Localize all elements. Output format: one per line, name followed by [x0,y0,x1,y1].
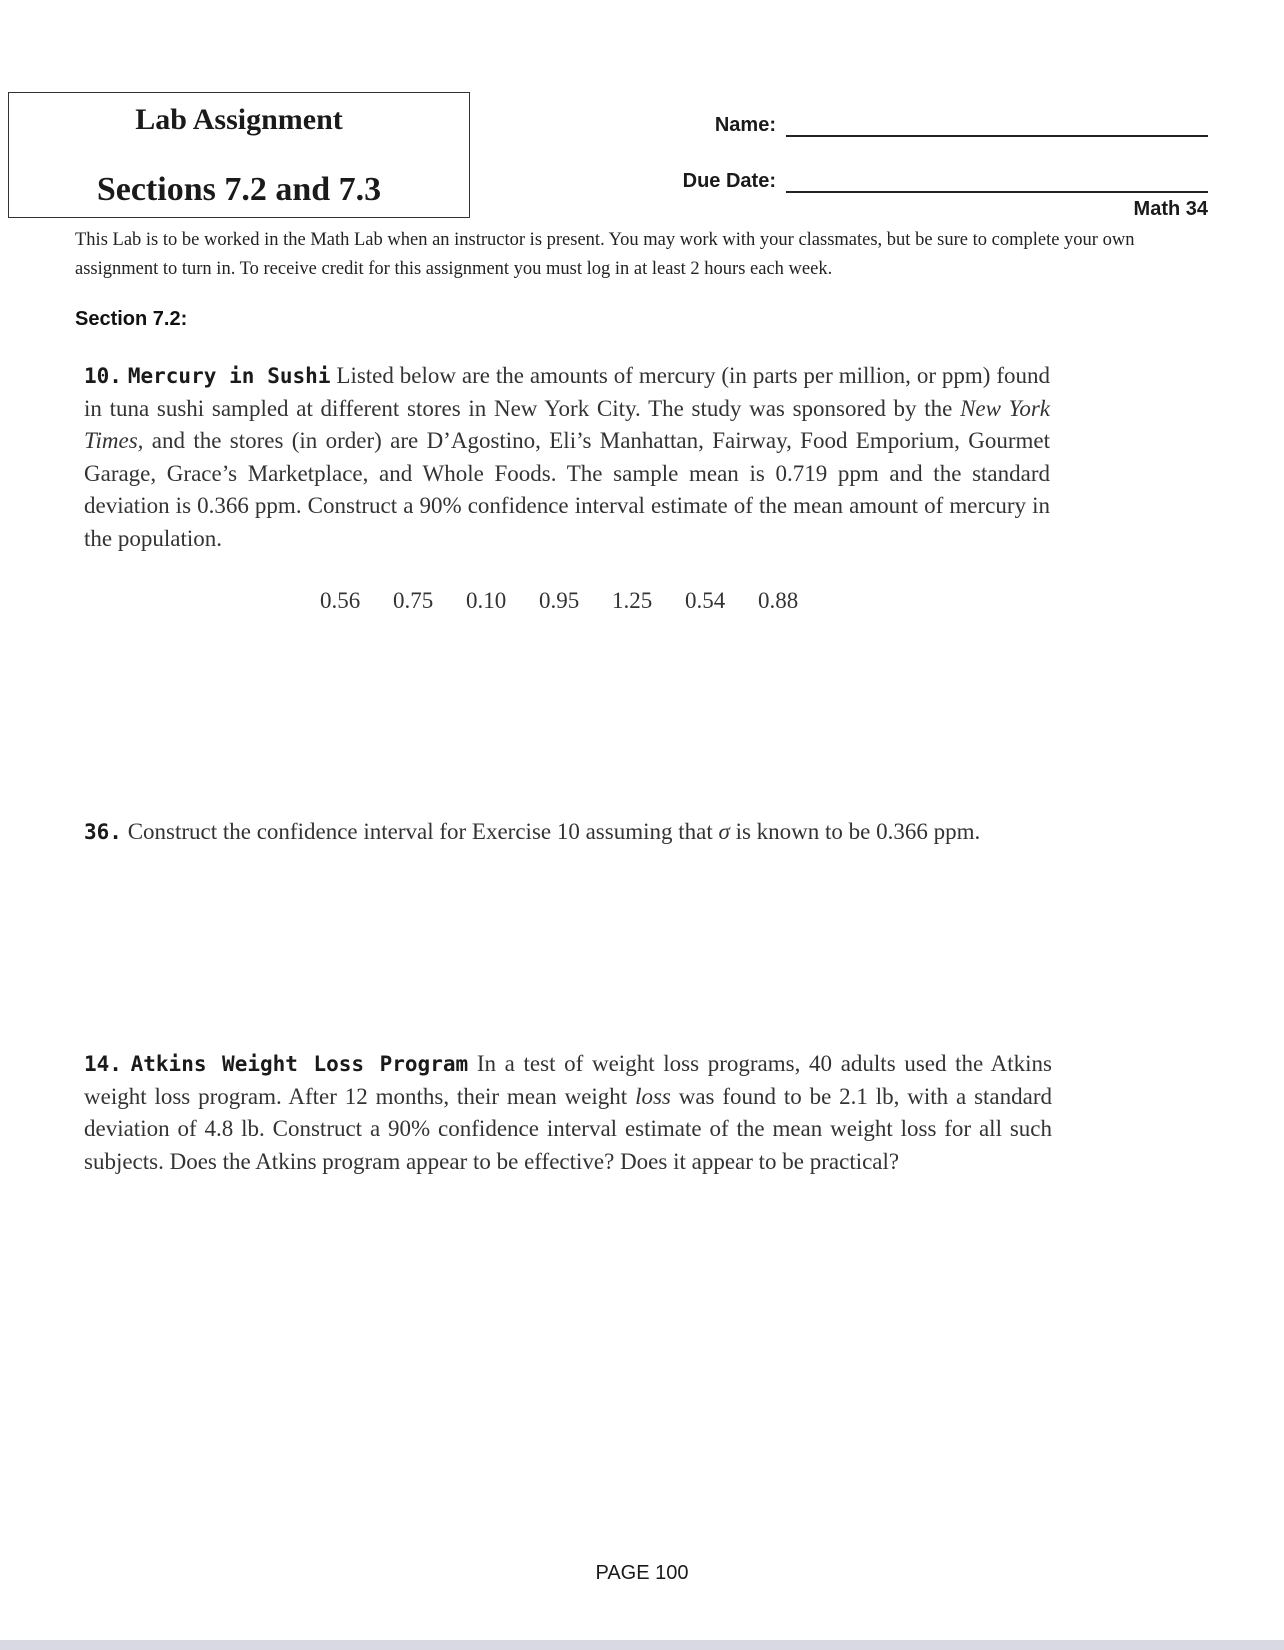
exercise-text: Listed below are the amounts of mercury (in parts per million, or ppm) found in tuna sushi sampled at different stores in New York City. The study was sponsored by the [84,363,1051,421]
page-number: PAGE 100 [595,1562,689,1584]
exercise-text: Construct the confidence interval for Exercise 10 assuming that [127,819,713,844]
exercise-number: 10. [84,364,122,388]
due-date-field[interactable] [640,166,1208,196]
due-date-label: Due Date: [682,170,776,192]
data-value: 1.25 [612,588,653,613]
due-date-blank-line[interactable] [786,191,1208,193]
course-label: Math 34 [1133,198,1208,220]
assignment-title: Lab Assignment [135,103,343,136]
exercise-text: was found to be 2.1 lb, with a standard deviation of 4.8 lb. Construct a 90% confidence interval estimate of the mean weight loss for all such subjects. Does the Atkins program appear to be effective? Does it appear to be practical? [84,1083,1052,1174]
data-value: 0.88 [758,588,799,613]
mercury-data-values [320,588,831,614]
name-label: Name: [714,114,776,136]
intro-paragraph: This Lab is to be worked in the Math Lab when an instructor is present. You may work with your classmates, but be sure to complete your own assignment to turn in. To receive credit for this assignment you must log in at least 2 hours each week. [75,230,1135,279]
exercise-title: Atkins Weight Loss Program [130,1052,469,1076]
exercise-text: and the stores (in order) are D’Agostino, Eli’s Manhattan, Fairway, Food Emporium, Gourmet Garage, Grace’s Marketplace, and Whole Foods. The sample mean is 0.719 ppm and the standard deviation is 0.366 ppm. Construct a 90% confidence interval estimate of the mean amount of mercury in the population. [84,428,1051,551]
exercise-italic-text: loss [635,1083,671,1109]
data-value: 0.10 [466,588,507,613]
exercise-number: 14. [84,1052,122,1076]
exercise-10 [84,360,1050,555]
section-heading: Section 7.2: [75,308,188,330]
data-value: 0.75 [393,588,434,613]
assignment-subtitle: Sections 7.2 and 7.3 [96,171,382,208]
data-value: 0.54 [685,588,726,613]
page-bottom-edge [0,1640,1284,1650]
exercise-14 [84,1048,1052,1178]
data-value: 0.95 [539,588,580,613]
exercise-36 [84,816,1084,849]
name-field[interactable] [640,110,1208,140]
exercise-text: is known to be 0.366 ppm. [735,819,981,844]
name-blank-line[interactable] [786,135,1208,137]
exercise-italic-text: New York Times, [84,395,1051,453]
sigma-symbol: σ [718,819,730,844]
exercise-text: In a test of weight loss programs, 40 adults used the Atkins weight loss program. After 12 months, their mean weight [84,1051,1052,1109]
title-box [8,92,470,218]
exercise-number: 36. [84,820,122,844]
data-value: 0.56 [320,588,361,613]
exercise-title: Mercury in Sushi [127,364,331,388]
